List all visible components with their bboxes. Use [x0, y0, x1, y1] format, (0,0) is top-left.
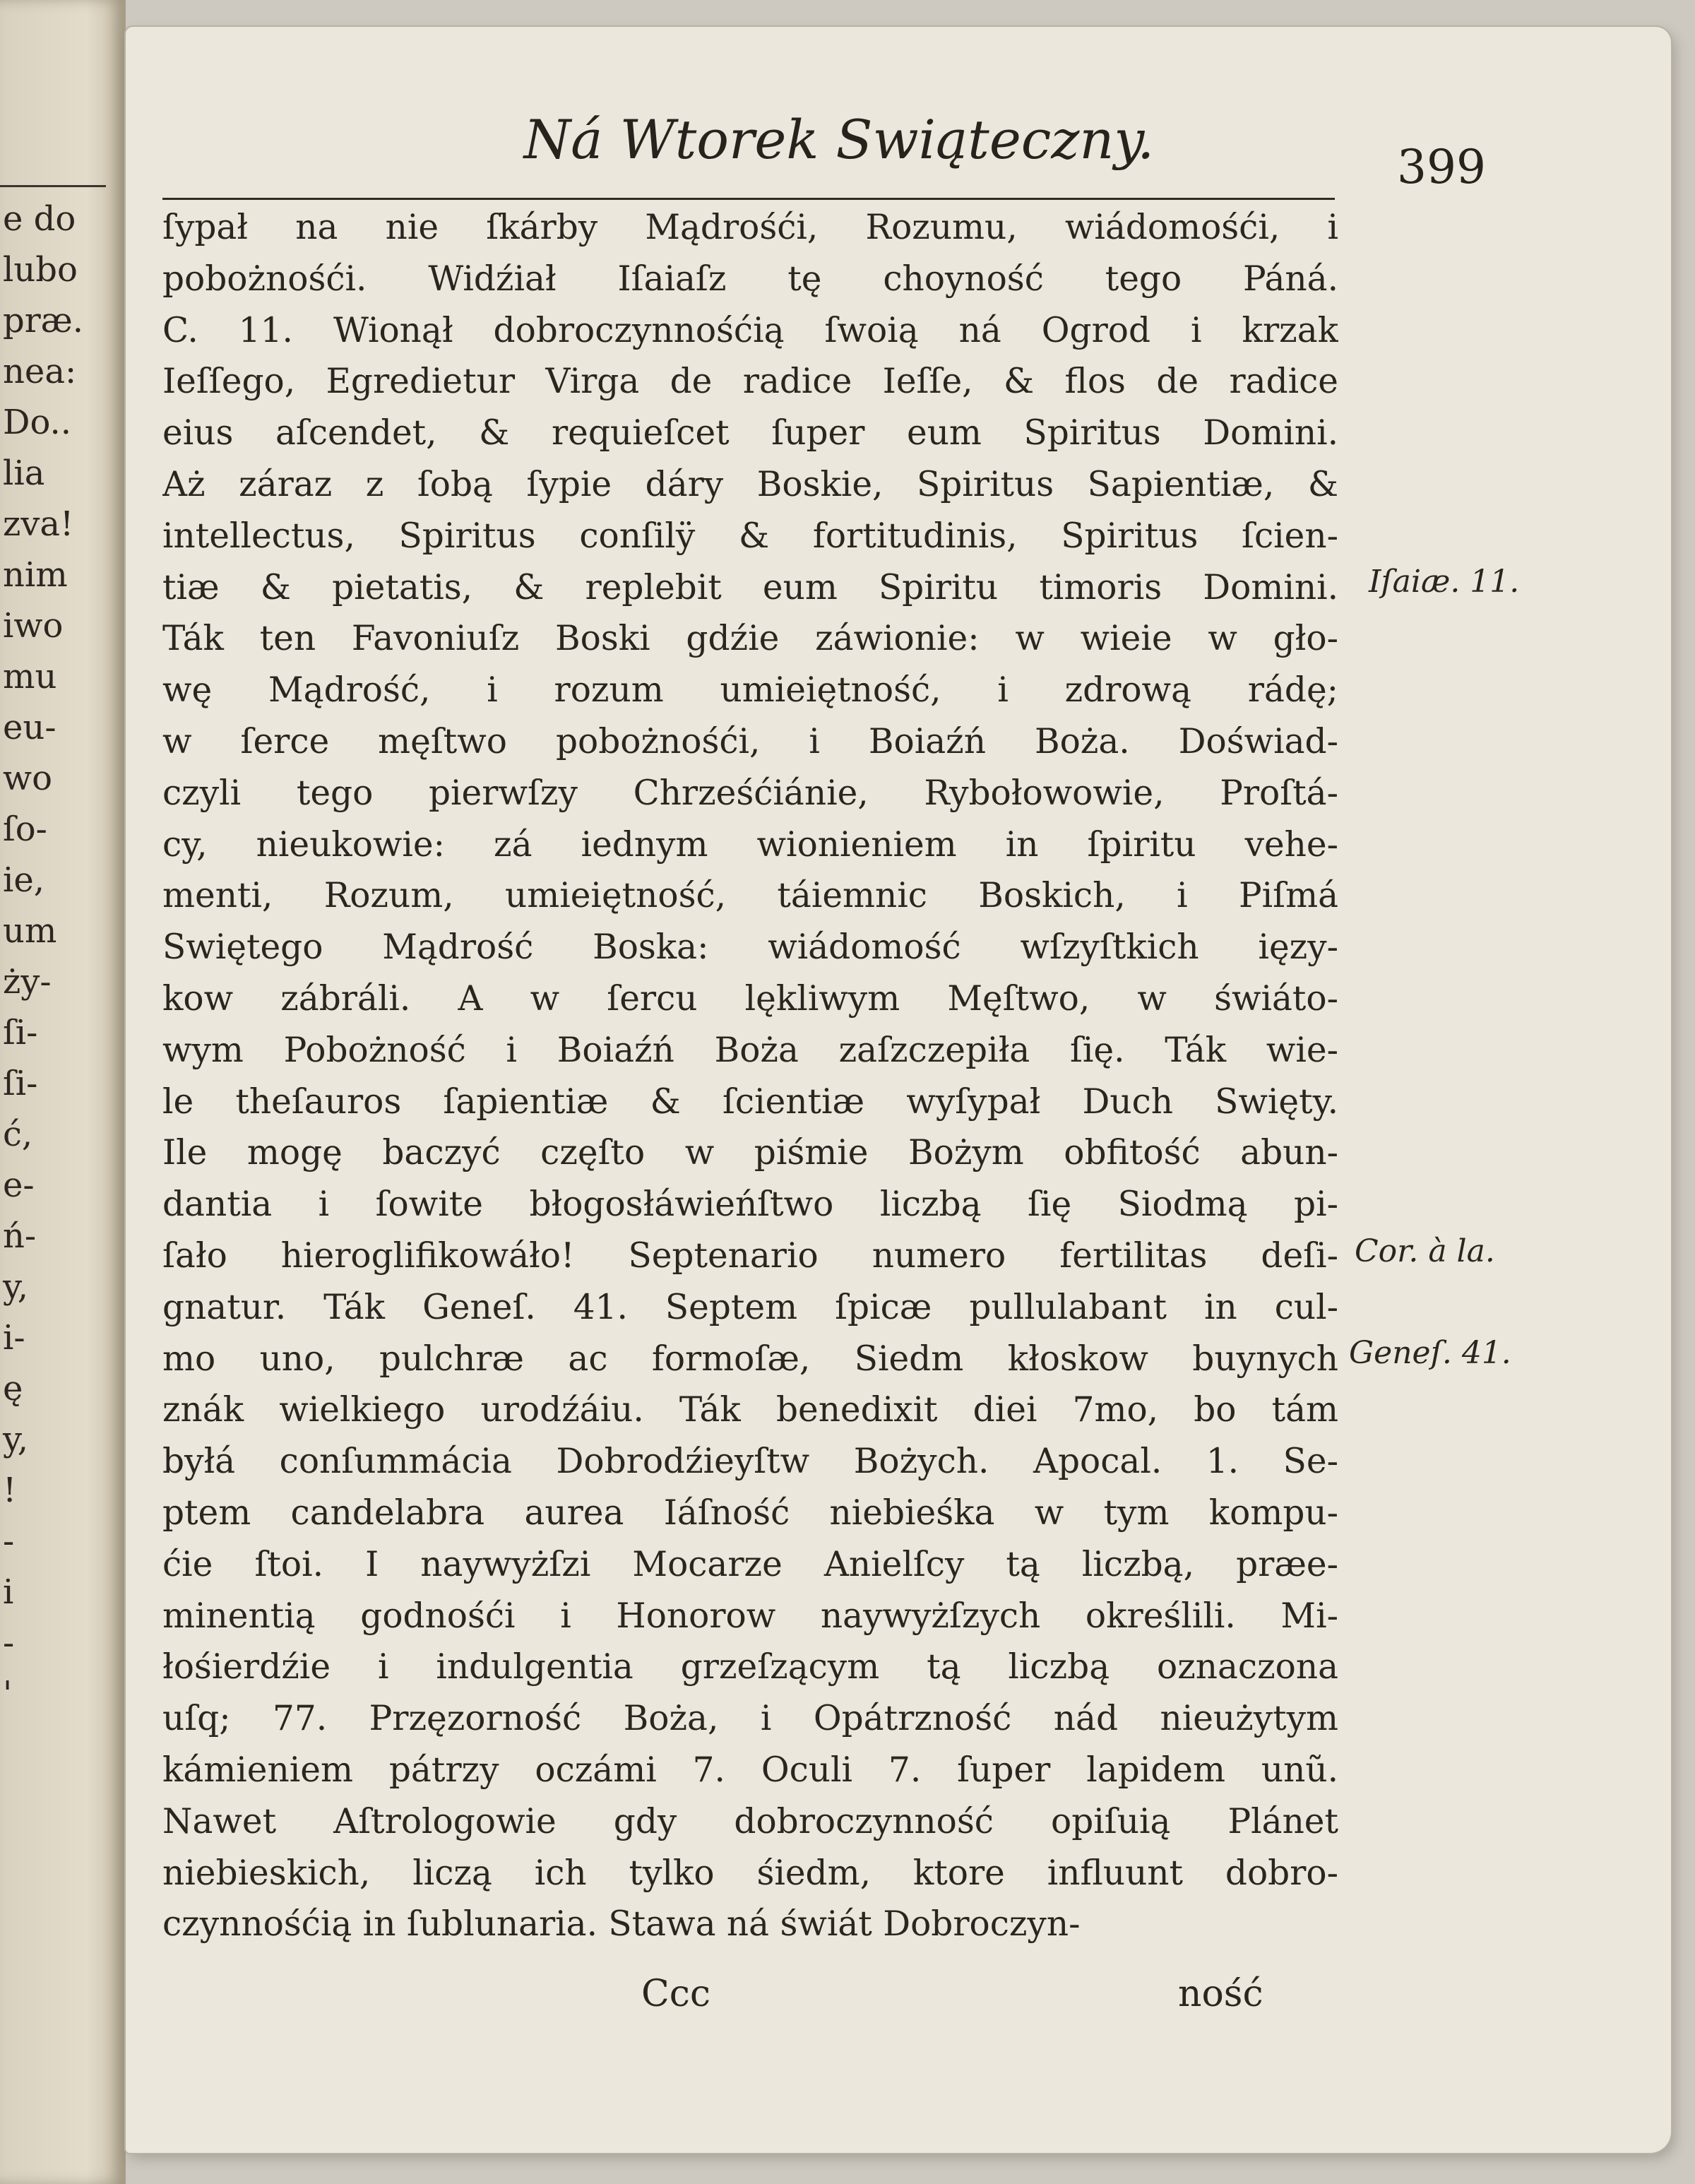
text-line: Ieſſego, Egredietur Virga de radice Ieſſe, & flos de radice	[162, 362, 1338, 402]
previous-page-fragment: !	[3, 1471, 17, 1510]
text-line: znák wielkiego urodźáiu. Ták benedixit diei 7mo, bo tám	[162, 1390, 1338, 1430]
text-line: mo uno, pulchræ ac formoſæ, Siedm kłoskow buynych	[162, 1339, 1338, 1379]
text-line: byłá conſummácia Dobrodźieyſtw Bożych. Apocal. 1. Se-	[162, 1442, 1338, 1482]
previous-page-fragment: eu-	[3, 708, 56, 747]
previous-page-fragment: iwo	[3, 606, 64, 646]
text-line: Aż záraz z ſobą ſypie dáry Boskie, Spiritus Sapientiæ, &	[162, 464, 1338, 504]
previous-page-fragment: y,	[3, 1420, 28, 1459]
signature-mark: Ccc	[641, 1973, 711, 2015]
previous-page-fragment: e-	[3, 1165, 35, 1205]
previous-page-fragment: ę	[3, 1369, 23, 1408]
text-line: menti, Rozum, umieiętność, táiemnic Boskich, i Piſmá	[162, 876, 1338, 916]
text-line: Ták ten Favoniuſz Boski gdźie záwionie: w wieie w gło-	[162, 619, 1338, 659]
previous-page-fragment: nea:	[3, 352, 77, 391]
previous-page-fragment: ie,	[3, 860, 45, 900]
margin-note-isaiah: Iſaiæ. 11.	[1369, 564, 1520, 600]
previous-page-fragment: -	[3, 1623, 15, 1663]
margin-note-genesis: Geneſ. 41.	[1349, 1335, 1511, 1371]
text-line: kámieniem pátrzy oczámi 7. Oculi 7. ſuper lapidem unũ.	[162, 1750, 1338, 1790]
page-number: 399	[1397, 140, 1486, 194]
text-line: pobożnośći. Widźiał Iſaiaſz tę choyność tego Páná.	[162, 259, 1338, 299]
text-line: minentią godnośći i Honorow naywyżſzych określili. Mi-	[162, 1596, 1338, 1636]
text-line: tiæ & pietatis, & replebit eum Spiritu timoris Domini.	[162, 567, 1338, 607]
text-line: ſypał na nie ſkárby Mądrośći, Rozumu, wiádomośći, i	[162, 208, 1338, 247]
previous-page-fragment: i	[3, 1572, 14, 1612]
text-line: wym Pobożność i Boiaźń Boża zaſzczepiła ſię. Ták wie-	[162, 1030, 1338, 1070]
text-line: Nawet Aſtrologowie gdy dobroczynność opiſuią Plánet	[162, 1801, 1338, 1841]
text-line: dantia i ſowite błogosłáwieńſtwo liczbą ſię Siodmą pi-	[162, 1185, 1338, 1225]
previous-page-fragment: ſi-	[3, 1064, 38, 1103]
text-line: C. 11. Wionął dobroczynnośćią ſwoią ná Ogrod i krzak	[162, 310, 1338, 350]
previous-page-fragment: -	[3, 1521, 15, 1561]
previous-page-fragment: ć,	[3, 1115, 33, 1154]
text-line: ſało hieroglifikowáło! Septenario numero fertilitas deſi-	[162, 1235, 1338, 1276]
header-rule	[162, 198, 1335, 200]
text-line: Swiętego Mądrość Boska: wiádomość wſzyſtkich ięzy-	[162, 927, 1338, 968]
previous-page-fragment: præ.	[3, 301, 84, 340]
text-line: łośierdźie i indulgentia grzeſzącym tą liczbą oznaczona	[162, 1647, 1338, 1687]
body-text	[162, 202, 1338, 1950]
previous-page-fragment: ży-	[3, 962, 52, 1002]
text-line: intellectus, Spiritus conſilÿ & fortitudinis, Spiritus ſcien-	[162, 516, 1338, 556]
text-line: uſq; 77. Przęzorność Boża, i Opátrzność nád nieużytym	[162, 1699, 1338, 1739]
catchword: ność	[1178, 1973, 1263, 2015]
text-line: Ile mogę baczyć częſto w piśmie Bożym obfitość abun-	[162, 1133, 1338, 1173]
text-line: ptem candelabra aurea Iáſność niebieśka w tym kompu-	[162, 1492, 1338, 1533]
previous-page-fragment: i-	[3, 1318, 25, 1358]
previous-page-edge	[0, 0, 126, 2184]
previous-page-fragment: zva!	[3, 504, 74, 544]
previous-page-fragment: nim	[3, 555, 68, 595]
previous-page-fragment: '	[3, 1674, 13, 1714]
text-line: ćie ſtoi. I naywyżſzi Mocarze Anielſcy tą liczbą, præe-	[162, 1544, 1338, 1584]
previous-page-fragment: y,	[3, 1267, 28, 1307]
previous-page-fragment: ſo-	[3, 809, 47, 849]
previous-page-rule	[0, 185, 106, 187]
text-line: niebieskich, liczą ich tylko śiedm, ktore influunt dobro-	[162, 1853, 1338, 1893]
previous-page-fragment: wo	[3, 759, 52, 798]
running-head: Ná Wtorek Swiąteczny.	[523, 108, 1155, 171]
text-line: wę Mądrość, i rozum umieiętność, i zdrową rádę;	[162, 670, 1338, 711]
text-line: gnatur. Ták Geneſ. 41. Septem ſpicæ pullulabant in cul-	[162, 1287, 1338, 1327]
text-line: czynnośćią in ſublunaria. Stawa ná świát Dobroczyn-	[162, 1904, 1081, 1945]
text-line: le theſauros ſapientiæ & ſcientiæ wyſypał Duch Swięty.	[162, 1081, 1338, 1122]
text-line: kow zábráli. A w ſercu lękliwym Męſtwo, w świáto-	[162, 978, 1338, 1019]
text-line: w ſerce męſtwo pobożnośći, i Boiaźń Boża. Doświad-	[162, 721, 1338, 761]
text-line: cy, nieukowie: zá iednym wionieniem in ſpiritu vehe-	[162, 824, 1338, 865]
text-line: czyli tego pierwſzy Chrześćiánie, Rybołowowie, Proſtá-	[162, 773, 1338, 813]
previous-page-fragment: ń-	[3, 1216, 37, 1256]
previous-page-fragment: lia	[3, 453, 45, 493]
previous-page-fragment: ſi-	[3, 1013, 38, 1052]
previous-page-fragment: mu	[3, 657, 57, 696]
text-line: eius aſcendet, & requieſcet ſuper eum Spiritus Domini.	[162, 413, 1338, 453]
book-page	[126, 27, 1671, 2153]
margin-note-corinthians: Cor. à la.	[1355, 1233, 1495, 1269]
previous-page-fragment: e do	[3, 199, 76, 239]
previous-page-fragment: lubo	[3, 250, 78, 290]
previous-page-fragment: um	[3, 911, 57, 951]
previous-page-fragment: Do..	[3, 403, 72, 442]
